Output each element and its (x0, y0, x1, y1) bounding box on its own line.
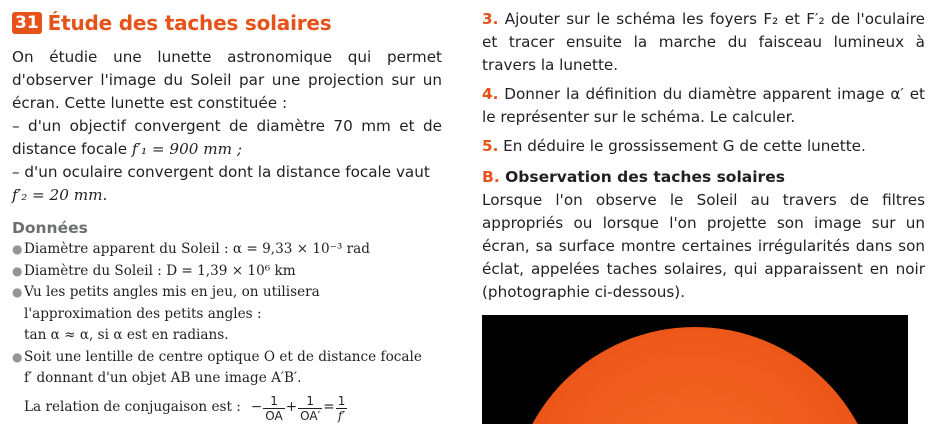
bullet-icon: ● (12, 242, 23, 256)
objective-item (12, 115, 442, 161)
lens-line1: Soit une lentille de centre optique O et de distance focale (24, 348, 422, 365)
list-item (12, 261, 442, 283)
section-b-letter: B. (482, 168, 500, 186)
small-angle-line2: l'approximation des petits angles : (24, 305, 262, 322)
frac3-denominator: f′ (337, 408, 346, 423)
eyepiece-text: – d'un oculaire convergent dont la distance focale vaut (12, 163, 430, 181)
bullet-icon: ● (12, 263, 23, 278)
eyepiece-focal-math: f′₂ = 20 mm. (12, 186, 108, 204)
right-column (482, 8, 925, 304)
small-angle-line3: tan α ≈ α, si α est en radians. (24, 327, 229, 343)
conj-equals: = (323, 399, 335, 416)
exercise-title: Étude des taches solaires (47, 11, 332, 35)
question-4-text: Donner la définition du diamètre apparent image α′ et le représenter sur le schéma. Le calculer. (482, 85, 925, 126)
question-3-text: Ajouter sur le schéma les foyers F₂ et F′₂ de l'oculaire et tracer ensuite la marche du faisceau lumineux à travers la lunette. (482, 10, 926, 74)
fraction-1-over-f-prime (336, 394, 348, 423)
sun-photo (482, 315, 908, 424)
fraction-1-over-oa-prime (298, 394, 322, 423)
fraction-1-over-oa (263, 394, 284, 423)
exercise-header (12, 8, 442, 38)
intro-paragraph: On étudie une lunette astronomique qui permet d'observer l'image du Soleil par une projection sur un écran. Cette lunette est constituée : (12, 48, 442, 112)
question-4 (482, 83, 925, 129)
sun-diameter-text: Diamètre du Soleil : D = 1,39 × 10⁶ km (24, 262, 296, 279)
conjugation-label: La relation de conjugaison est : (24, 399, 241, 416)
frac2-numerator: 1 (306, 393, 315, 408)
list-item (12, 347, 442, 369)
apparent-diameter-text: Diamètre apparent du Soleil : α = 9,33 × 10⁻³ rad (24, 241, 370, 257)
frac2-denominator: OA′ (300, 408, 321, 423)
frac1-numerator: 1 (270, 393, 278, 408)
bullet-icon: ● (12, 285, 23, 299)
list-item (12, 239, 442, 261)
objective-focal-math: f′₁ = 900 mm ; (131, 140, 242, 158)
lens-line2: f′ donnant d'un objet AB une image A′B′. (24, 370, 302, 386)
question-5-number: 5. (482, 137, 499, 155)
conj-plus: + (285, 399, 298, 416)
small-angle-line1: Vu les petits angles mis en jeu, on utilisera (24, 284, 320, 300)
donnees-list (12, 239, 442, 423)
conjugation-relation (12, 394, 442, 423)
section-b-title: Observation des taches solaires (505, 168, 785, 186)
question-4-number: 4. (482, 85, 499, 103)
donnees-heading: Données (12, 219, 88, 237)
left-column (12, 8, 442, 423)
section-b-heading (482, 166, 925, 189)
list-item (12, 282, 442, 304)
exercise-number-badge: 31 (12, 12, 42, 34)
question-3-number: 3. (482, 10, 499, 28)
question-5-text: En déduire le grossissement G de cette lunette. (503, 137, 866, 155)
objective-text: – d'un objectif convergent de diamètre 70 mm et de distance focale (12, 117, 442, 158)
question-5 (482, 135, 925, 158)
conj-minus: − (250, 399, 263, 416)
frac3-numerator: 1 (337, 393, 346, 408)
sun-disc-image (510, 327, 880, 424)
section-b-paragraph: Lorsque l'on observe le Soleil au travers de filtres appropriés ou lorsque l'on projette son image sur un écran, sa surface montre certaines irrégularités dans son éclat, appelées taches solaires, qui apparaissent en noir (photographie ci-dessous). (482, 191, 925, 301)
frac1-denominator: OA (265, 408, 283, 423)
eyepiece-item (12, 161, 442, 207)
question-3 (482, 8, 925, 77)
bullet-icon: ● (12, 349, 23, 364)
